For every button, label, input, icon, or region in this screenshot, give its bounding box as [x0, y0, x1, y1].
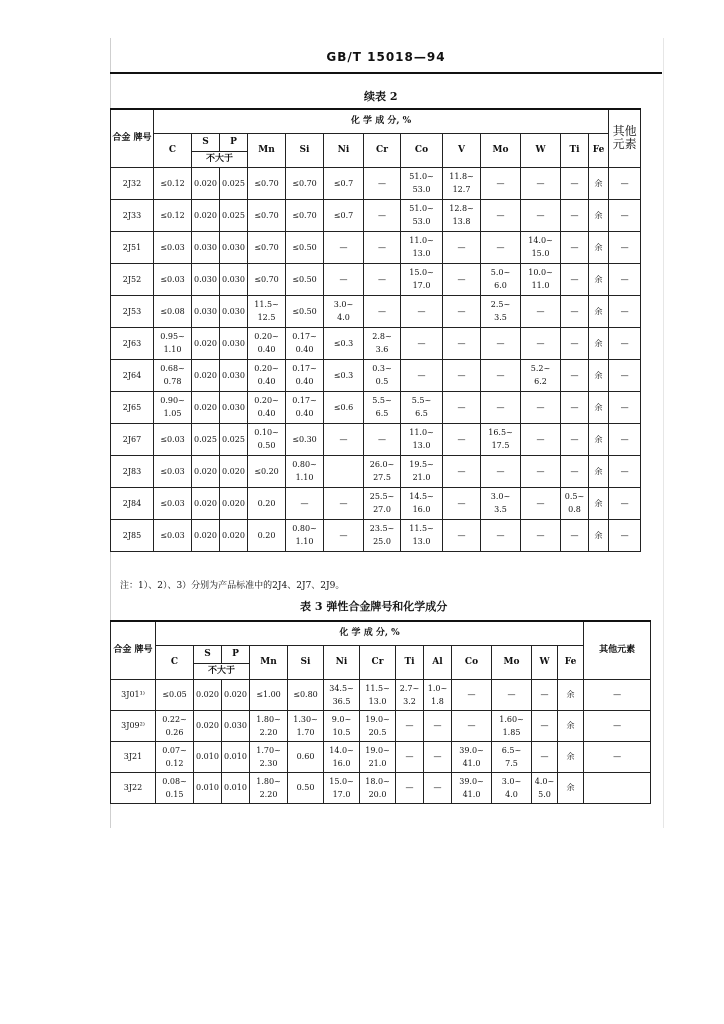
table-row: [111, 231, 641, 263]
element-header: V: [443, 133, 481, 167]
table-cell: ≤0.20: [248, 455, 286, 487]
table-cell: 51.0~ 53.0: [401, 167, 443, 199]
alloy-grade-cell: 3J01¹⁾: [111, 679, 156, 710]
table-cell: ≤0.70: [248, 263, 286, 295]
table-cell: 0.020: [192, 455, 220, 487]
table-cell: —: [286, 487, 324, 519]
table-cell: 余: [558, 710, 584, 741]
table-cell: —: [561, 295, 589, 327]
table-cell: —: [521, 167, 561, 199]
table-cell: —: [609, 487, 641, 519]
table-cell: 0.22~ 0.26: [156, 710, 194, 741]
table-cell: —: [364, 263, 401, 295]
table-cell: —: [584, 741, 651, 772]
table-cell: 0.030: [220, 263, 248, 295]
table-cell: —: [481, 455, 521, 487]
table-cell: —: [561, 519, 589, 551]
table-cell: ≤0.80: [288, 679, 324, 710]
table-cell: ≤0.12: [154, 167, 192, 199]
table-cell: 2.5~ 3.5: [481, 295, 521, 327]
table-cell: —: [324, 263, 364, 295]
table-cell: —: [443, 231, 481, 263]
table-cell: 余: [589, 391, 609, 423]
table-cell: ≤0.70: [248, 231, 286, 263]
table-cell: —: [324, 519, 364, 551]
table-cell: —: [609, 391, 641, 423]
element-header: C: [154, 133, 192, 167]
table-cell: 0.20~ 0.40: [248, 359, 286, 391]
table-cell: —: [561, 231, 589, 263]
table-cell: 0.17~ 0.40: [286, 327, 324, 359]
table-cell: —: [561, 167, 589, 199]
alloy-grade-cell: 2J63: [111, 327, 154, 359]
table-cell: 余: [589, 487, 609, 519]
table-cell: 0.020: [194, 710, 222, 741]
table-cell: 9.0~ 10.5: [324, 710, 360, 741]
alloy-grade-cell: 3J09²⁾: [111, 710, 156, 741]
table-cell: —: [609, 295, 641, 327]
standard-header: GB/T 15018—94: [326, 50, 446, 64]
table-cell: —: [561, 263, 589, 295]
table-cell: 0.030: [220, 391, 248, 423]
table-cell: 0.95~ 1.10: [154, 327, 192, 359]
table-row: [111, 423, 641, 455]
table-cell: 25.5~ 27.0: [364, 487, 401, 519]
table-cell: —: [561, 423, 589, 455]
table-cell: —: [521, 199, 561, 231]
table-cell: 2.7~ 3.2: [396, 679, 424, 710]
element-header: Fe: [558, 645, 584, 679]
table-cell: —: [521, 391, 561, 423]
table-cell: 3.0~ 4.0: [492, 772, 532, 803]
table-cell: 0.020: [192, 359, 220, 391]
table-row: [111, 263, 641, 295]
table-cell: 0.020: [192, 391, 220, 423]
table-row: [111, 679, 651, 710]
footnote: 注：1）、2）、3）分别为产品标准中的2J4、2J7、2J9。: [120, 581, 345, 591]
table-cell: 余: [558, 741, 584, 772]
table-cell: 0.68~ 0.78: [154, 359, 192, 391]
table-cell: —: [521, 487, 561, 519]
table-cell: 19.0~ 20.5: [360, 710, 396, 741]
table-cell: 0.020: [220, 487, 248, 519]
alloy-grade-cell: 2J64: [111, 359, 154, 391]
table-cell: —: [443, 455, 481, 487]
element-header: P: [222, 645, 250, 663]
table3-body: [111, 679, 651, 803]
table-row: [111, 455, 641, 487]
element-header: Fe: [589, 133, 609, 167]
table-cell: 3.0~ 4.0: [324, 295, 364, 327]
table-cell: 余: [589, 263, 609, 295]
table-cell: —: [324, 487, 364, 519]
table-cell: ≤0.03: [154, 423, 192, 455]
table-cell: 0.025: [220, 167, 248, 199]
element-header: Si: [286, 133, 324, 167]
table-cell: —: [609, 327, 641, 359]
table-cell: 11.8~ 12.7: [443, 167, 481, 199]
table-cell: 余: [558, 772, 584, 803]
table-cell: 18.0~ 20.0: [360, 772, 396, 803]
table-cell: 4.0~ 5.0: [532, 772, 558, 803]
table-cell: 11.5~ 12.5: [248, 295, 286, 327]
table-cell: ≤0.12: [154, 199, 192, 231]
table-cell: 余: [589, 231, 609, 263]
element-header: Mn: [250, 645, 288, 679]
table-cell: 余: [589, 455, 609, 487]
table-cell: ≤1.00: [250, 679, 288, 710]
table-cell: —: [324, 423, 364, 455]
table-cell: —: [443, 263, 481, 295]
table-cell: 0.90~ 1.05: [154, 391, 192, 423]
alloy-grade-cell: 2J85: [111, 519, 154, 551]
alloy-grade-cell: 2J67: [111, 423, 154, 455]
table-cell: 0.17~ 0.40: [286, 391, 324, 423]
not-greater-header: 不大于: [194, 663, 250, 679]
table-cell: ≤0.50: [286, 295, 324, 327]
table-cell: 11.5~ 13.0: [401, 519, 443, 551]
table2-body: [111, 167, 641, 551]
table-cell: —: [521, 423, 561, 455]
table2-title: 续表 2: [364, 90, 398, 103]
table-cell: 0.80~ 1.10: [286, 519, 324, 551]
table-cell: ≤0.70: [286, 199, 324, 231]
table-cell: ≤0.50: [286, 231, 324, 263]
table-cell: ≤0.03: [154, 263, 192, 295]
table-cell: 11.0~ 13.0: [401, 231, 443, 263]
table-cell: 0.025: [220, 423, 248, 455]
table-cell: —: [401, 359, 443, 391]
table-cell: 6.5~ 7.5: [492, 741, 532, 772]
table-cell: 0.010: [222, 772, 250, 803]
element-header: C: [156, 645, 194, 679]
table-cell: 0.030: [192, 263, 220, 295]
table-cell: —: [443, 295, 481, 327]
table-cell: —: [424, 710, 452, 741]
element-header: Co: [452, 645, 492, 679]
table-cell: —: [424, 772, 452, 803]
other-elements-header: 其他 元素: [609, 109, 641, 167]
table-cell: —: [324, 231, 364, 263]
table-cell: —: [521, 519, 561, 551]
table-cell: 0.030: [220, 231, 248, 263]
alloy-grade-cell: 2J84: [111, 487, 154, 519]
table-cell: ≤0.03: [154, 231, 192, 263]
table-cell: ≤0.30: [286, 423, 324, 455]
table-cell: 0.030: [192, 231, 220, 263]
table-cell: —: [609, 359, 641, 391]
table-cell: —: [364, 295, 401, 327]
table-cell: 0.020: [192, 327, 220, 359]
table-row: [111, 199, 641, 231]
table2: [110, 108, 641, 552]
table-cell: 0.020: [194, 679, 222, 710]
table-cell: —: [521, 295, 561, 327]
table-cell: ≤0.7: [324, 167, 364, 199]
table-cell: ≤0.70: [286, 167, 324, 199]
table-row: [111, 327, 641, 359]
table-cell: 0.20~ 0.40: [248, 391, 286, 423]
table-cell: 余: [589, 295, 609, 327]
table-cell: —: [492, 679, 532, 710]
table-cell: —: [364, 167, 401, 199]
table-cell: —: [401, 327, 443, 359]
table-cell: 14.0~ 16.0: [324, 741, 360, 772]
table-cell: 11.5~ 13.0: [360, 679, 396, 710]
table-cell: 0.030: [222, 710, 250, 741]
element-header: Ti: [396, 645, 424, 679]
table-cell: 余: [589, 519, 609, 551]
table-cell: —: [609, 231, 641, 263]
table-cell: 2.8~ 3.6: [364, 327, 401, 359]
table-cell: 0.10~ 0.50: [248, 423, 286, 455]
table-cell: ≤0.6: [324, 391, 364, 423]
table-cell: —: [481, 167, 521, 199]
table-cell: 0.20~ 0.40: [248, 327, 286, 359]
element-header: Co: [401, 133, 443, 167]
table-cell: ≤0.05: [156, 679, 194, 710]
table-cell: 0.030: [192, 295, 220, 327]
table-cell: —: [584, 679, 651, 710]
alloy-grade-cell: 2J52: [111, 263, 154, 295]
table-cell: 19.5~ 21.0: [401, 455, 443, 487]
element-header: Ni: [324, 645, 360, 679]
table-cell: 19.0~ 21.0: [360, 741, 396, 772]
table-cell: 51.0~ 53.0: [401, 199, 443, 231]
table-cell: 1.80~ 2.20: [250, 710, 288, 741]
table-cell: ≤0.03: [154, 455, 192, 487]
table-cell: 0.3~ 0.5: [364, 359, 401, 391]
table-cell: 3.0~ 3.5: [481, 487, 521, 519]
table-cell: —: [532, 741, 558, 772]
table-cell: ≤0.03: [154, 519, 192, 551]
table-cell: —: [443, 391, 481, 423]
element-header: P: [220, 133, 248, 151]
table-cell: —: [424, 741, 452, 772]
table-cell: —: [481, 359, 521, 391]
alloy-grade-cell: 3J22: [111, 772, 156, 803]
table-cell: 0.020: [220, 455, 248, 487]
table-row: [111, 519, 641, 551]
table-cell: —: [452, 679, 492, 710]
table-cell: —: [609, 199, 641, 231]
element-header: Mn: [248, 133, 286, 167]
table-row: [111, 741, 651, 772]
table-cell: 0.025: [192, 423, 220, 455]
table-cell: —: [481, 199, 521, 231]
not-greater-header: 不大于: [192, 151, 248, 167]
table-cell: 1.0~ 1.8: [424, 679, 452, 710]
table-cell: 0.80~ 1.10: [286, 455, 324, 487]
alloy-grade-cell: 2J32: [111, 167, 154, 199]
table-row: [111, 295, 641, 327]
element-header: Mo: [481, 133, 521, 167]
element-header: S: [194, 645, 222, 663]
table-cell: 0.20: [248, 487, 286, 519]
table-cell: ≤0.3: [324, 359, 364, 391]
element-header: S: [192, 133, 220, 151]
alloy-grade-cell: 2J65: [111, 391, 154, 423]
table-cell: —: [396, 741, 424, 772]
table-cell: 14.5~ 16.0: [401, 487, 443, 519]
table-cell: 0.010: [194, 772, 222, 803]
table-cell: 0.5~ 0.8: [561, 487, 589, 519]
table-cell: 0.020: [192, 167, 220, 199]
other-elements-header: 其他元素: [584, 621, 651, 679]
table-cell: 0.030: [220, 295, 248, 327]
table-cell: ≤0.08: [154, 295, 192, 327]
table-cell: —: [561, 455, 589, 487]
table-cell: —: [481, 391, 521, 423]
element-header: W: [532, 645, 558, 679]
table-cell: 0.020: [192, 519, 220, 551]
table-cell: —: [609, 455, 641, 487]
table-cell: —: [443, 519, 481, 551]
table-cell: 0.17~ 0.40: [286, 359, 324, 391]
table-cell: —: [443, 359, 481, 391]
table-cell: —: [609, 167, 641, 199]
table-cell: ≤0.3: [324, 327, 364, 359]
table-cell: 余: [589, 423, 609, 455]
table-row: [111, 167, 641, 199]
table-cell: —: [364, 199, 401, 231]
table-cell: —: [443, 487, 481, 519]
table-cell: —: [561, 391, 589, 423]
header-rule: [110, 72, 662, 74]
table-cell: —: [401, 295, 443, 327]
table-cell: 23.5~ 25.0: [364, 519, 401, 551]
table-cell: 0.020: [220, 519, 248, 551]
element-header: Ti: [561, 133, 589, 167]
table-row: [111, 772, 651, 803]
table-cell: 15.0~ 17.0: [401, 263, 443, 295]
table3: [110, 620, 651, 804]
table-cell: 0.025: [220, 199, 248, 231]
alloy-grade-cell: 2J51: [111, 231, 154, 263]
table-cell: —: [521, 327, 561, 359]
element-header: W: [521, 133, 561, 167]
table-cell: —: [452, 710, 492, 741]
table-cell: —: [481, 327, 521, 359]
table-cell: 余: [589, 199, 609, 231]
element-header: Al: [424, 645, 452, 679]
table-cell: 14.0~ 15.0: [521, 231, 561, 263]
table-cell: —: [584, 710, 651, 741]
table3-title: 表 3 弹性合金牌号和化学成分: [300, 600, 448, 613]
table-cell: 15.0~ 17.0: [324, 772, 360, 803]
table-cell: 34.5~ 36.5: [324, 679, 360, 710]
table-cell: 0.010: [194, 741, 222, 772]
alloy-grade-cell: 3J21: [111, 741, 156, 772]
table-cell: 余: [589, 327, 609, 359]
table-cell: 0.08~ 0.15: [156, 772, 194, 803]
table-cell: [584, 772, 651, 803]
table-cell: 5.5~ 6.5: [364, 391, 401, 423]
table-cell: 5.0~ 6.0: [481, 263, 521, 295]
table-cell: 0.010: [222, 741, 250, 772]
table-cell: 26.0~ 27.5: [364, 455, 401, 487]
table-cell: 余: [558, 679, 584, 710]
table-cell: 0.030: [220, 327, 248, 359]
table-cell: ≤0.50: [286, 263, 324, 295]
table-cell: —: [532, 710, 558, 741]
table-cell: 余: [589, 359, 609, 391]
table-cell: 0.020: [192, 199, 220, 231]
table-cell: 0.07~ 0.12: [156, 741, 194, 772]
table-cell: 16.5~ 17.5: [481, 423, 521, 455]
composition-header: 化 学 成 分, %: [154, 109, 609, 133]
table-cell: 39.0~ 41.0: [452, 741, 492, 772]
table-cell: 0.020: [192, 487, 220, 519]
table-cell: 1.80~ 2.20: [250, 772, 288, 803]
table-cell: —: [443, 423, 481, 455]
table-cell: —: [609, 423, 641, 455]
table-row: [111, 487, 641, 519]
table-cell: —: [561, 327, 589, 359]
table-cell: 12.8~ 13.8: [443, 199, 481, 231]
element-header: Cr: [364, 133, 401, 167]
table-cell: 5.5~ 6.5: [401, 391, 443, 423]
table-row: [111, 359, 641, 391]
table-cell: 11.0~ 13.0: [401, 423, 443, 455]
table-cell: 0.20: [248, 519, 286, 551]
table-cell: 1.70~ 2.30: [250, 741, 288, 772]
element-header: Mo: [492, 645, 532, 679]
table-cell: 0.020: [222, 679, 250, 710]
table-cell: ≤0.03: [154, 487, 192, 519]
alloy-grade-cell: 2J83: [111, 455, 154, 487]
table-cell: 1.30~ 1.70: [288, 710, 324, 741]
table-cell: 10.0~ 11.0: [521, 263, 561, 295]
table-cell: —: [521, 455, 561, 487]
element-header: Ni: [324, 133, 364, 167]
table-row: [111, 391, 641, 423]
table-cell: —: [396, 710, 424, 741]
table-cell: —: [364, 423, 401, 455]
table-cell: —: [561, 359, 589, 391]
table-cell: ≤0.70: [248, 167, 286, 199]
alloy-header: 合金 牌号: [111, 621, 156, 679]
table-cell: 余: [589, 167, 609, 199]
table-cell: —: [396, 772, 424, 803]
table-cell: —: [532, 679, 558, 710]
alloy-header: 合金 牌号: [111, 109, 154, 167]
table-cell: 5.2~ 6.2: [521, 359, 561, 391]
composition-header: 化 学 成 分, %: [156, 621, 584, 645]
table-cell: —: [609, 519, 641, 551]
table-cell: —: [481, 519, 521, 551]
table-cell: 0.60: [288, 741, 324, 772]
table-cell: —: [609, 263, 641, 295]
alloy-grade-cell: 2J33: [111, 199, 154, 231]
table-cell: —: [481, 231, 521, 263]
alloy-grade-cell: 2J53: [111, 295, 154, 327]
element-header: Cr: [360, 645, 396, 679]
table-cell: [324, 455, 364, 487]
table-cell: —: [364, 231, 401, 263]
table-cell: 0.030: [220, 359, 248, 391]
table-cell: 0.50: [288, 772, 324, 803]
table-cell: 1.60~ 1.85: [492, 710, 532, 741]
table-cell: ≤0.7: [324, 199, 364, 231]
table-cell: 39.0~ 41.0: [452, 772, 492, 803]
table-cell: —: [443, 327, 481, 359]
element-header: Si: [288, 645, 324, 679]
table-cell: —: [561, 199, 589, 231]
table-cell: ≤0.70: [248, 199, 286, 231]
table-row: [111, 710, 651, 741]
